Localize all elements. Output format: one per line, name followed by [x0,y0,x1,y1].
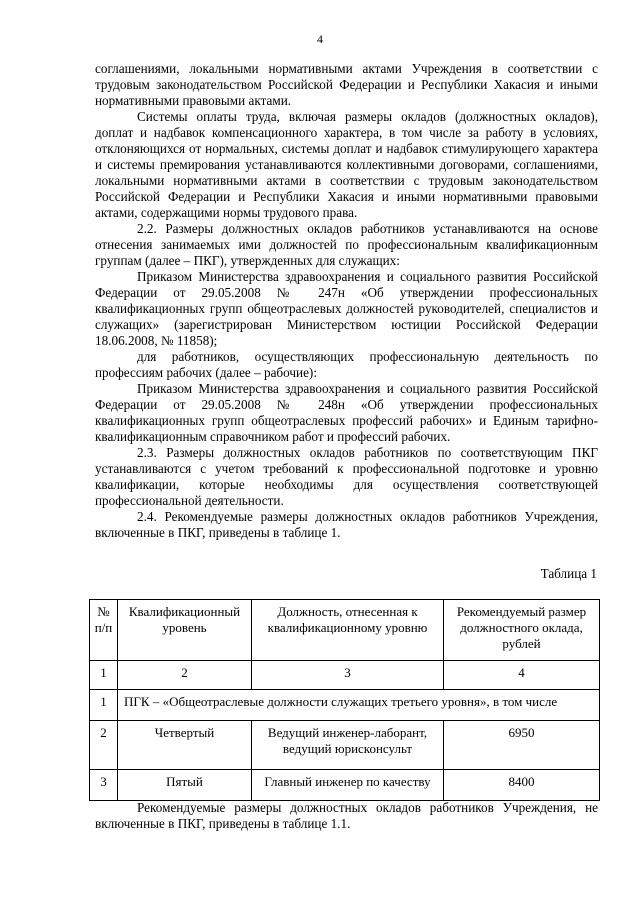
table-cell: Главный инженер по качеству [252,770,444,801]
table-cell: Четвертый [118,721,252,770]
paragraph: соглашениями, локальными нормативными актами Учреждения в соответствии с трудовым законодательством Российской Федерации и Республики Хакасия и иными нормативными правовыми актами. [95,61,598,108]
header-cell: Рекомендуемый размер должностного оклада, рублей [444,600,600,661]
numbering-cell: 2 [118,661,252,690]
paragraph: для работников, осуществляющих профессиональную деятельность по профессиям рабочих (далее – рабочие): [95,349,598,380]
paragraph: 2.3. Размеры должностных окладов работников по соответствующим ПКГ устанавливаются с учетом требований к профессиональной подготовке и уровню квалификации, которые необходимы для осуществления соответствующей профессиональной деятельности. [95,445,598,508]
numbering-cell: 1 [90,661,118,690]
table-header-row [90,600,600,661]
numbering-cell: 4 [444,661,600,690]
header-cell: Должность, отнесенная к квалификационному уровню [252,600,444,661]
table-cell: Ведущий инженер-лаборант, ведущий юрисконсульт [252,721,444,770]
paragraph: 2.4. Рекомендуемые размеры должностных окладов работников Учреждения, включенные в ПКГ, приведены в таблице 1. [95,509,598,540]
paragraph: Системы оплаты труда, включая размеры окладов (должностных окладов), доплат и надбавок компенсационного характера, в том числе за работу в условиях, отклоняющихся от нормальных, системы доплат и надбавок стимулирующего характера и системы премирования устанавливаются коллективными договорами, соглашениями, локальными нормативными актами в соответствии с трудовым законодательством Российской Федерации и Республики Хакасия и иными нормативными правовыми актами, содержащими нормы трудового права. [95,109,598,220]
header-cell: Квалификационный уровень [118,600,252,661]
table-cell: 2 [90,721,118,770]
after-table-text [95,800,598,832]
page-number: 4 [317,32,323,46]
header-cell: № п/п [90,600,118,661]
table-row [90,770,600,801]
numbering-cell: 3 [252,661,444,690]
table-caption: Таблица 1 [540,566,597,581]
paragraph: Приказом Министерства здравоохранения и социального развития Российской Федерации от 29.05.2008 № 248н «Об утверждении профессиональных квалификационных групп общеотраслевых профессий рабочих» и Единым тарифно-квалификационным справочником работ и профессий рабочих. [95,381,598,444]
paragraph: Рекомендуемые размеры должностных окладов работников Учреждения, не включенные в ПКГ, приведены в таблице 1.1. [95,800,598,831]
table-cell: Пятый [118,770,252,801]
paragraph: 2.2. Размеры должностных окладов работников устанавливаются на основе отнесения занимаемых ими должностей по профессиональным квалификационным группам (далее – ПКГ), утвержденных для служащих: [95,221,598,268]
salary-table [89,599,600,801]
group-title-cell: ПГК – «Общеотраслевые должности служащих третьего уровня», в том числе [118,690,600,721]
body-text [95,61,598,541]
table-numbering-row [90,661,600,690]
table-row [90,721,600,770]
table-cell: 1 [90,690,118,721]
table-cell: 8400 [444,770,600,801]
paragraph: Приказом Министерства здравоохранения и социального развития Российской Федерации от 29.05.2008 № 247н «Об утверждении профессиональных квалификационных групп общеотраслевых должностей руководителей, специалистов и служащих» (зарегистрирован Министерством юстиции Российской Федерации 18.06.2008, № 11858); [95,269,598,348]
table-cell: 3 [90,770,118,801]
table-group-row [90,690,600,721]
table-cell: 6950 [444,721,600,770]
